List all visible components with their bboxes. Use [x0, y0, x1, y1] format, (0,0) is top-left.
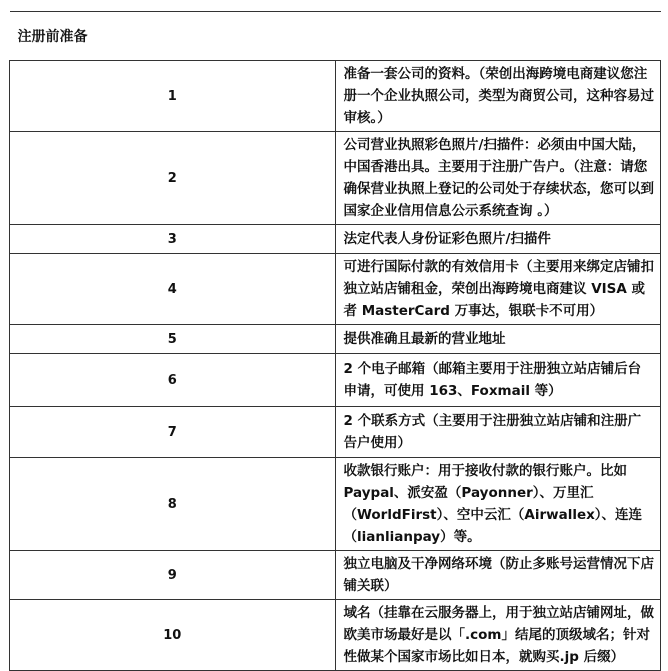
preparation-table [9, 11, 661, 671]
row-number: 10 [10, 600, 336, 671]
row-number: 5 [10, 325, 336, 354]
table-row [10, 600, 661, 671]
row-text: 收款银行账户：用于接收付款的银行账户。比如 Paypal、派安盈（Payonner）、万里汇（WorldFirst）、空中云汇（Airwallex）、连连（lianlianpay）等。 [335, 458, 661, 551]
table-title: 注册前准备 [10, 12, 661, 61]
row-text: 法定代表人身份证彩色照片/扫描件 [335, 225, 661, 254]
row-number: 6 [10, 354, 336, 407]
table-row [10, 354, 661, 407]
row-text: 提供准确且最新的营业地址 [335, 325, 661, 354]
row-number: 1 [10, 61, 336, 132]
table-row [10, 551, 661, 600]
row-number: 2 [10, 132, 336, 225]
row-text: 准备一套公司的资料。（荣创出海跨境电商建议您注册一个企业执照公司，类型为商贸公司，这种容易过审核。） [335, 61, 661, 132]
table-row [10, 325, 661, 354]
row-text: 域名（挂靠在云服务器上，用于独立站店铺网址，做欧美市场最好是以「.com」结尾的顶级域名；针对性做某个国家市场比如日本，就购买.jp 后缀） [335, 600, 661, 671]
table-row [10, 225, 661, 254]
row-text: 可进行国际付款的有效信用卡（主要用来绑定店铺扣独立站店铺租金，荣创出海跨境电商建议 VISA 或者 MasterCard 万事达，银联卡不可用） [335, 254, 661, 325]
row-number: 8 [10, 458, 336, 551]
row-text: 2 个联系方式（主要用于注册独立站店铺和注册广告户使用） [335, 407, 661, 458]
table-header-row [10, 12, 661, 61]
row-text: 公司营业执照彩色照片/扫描件：必须由中国大陆，中国香港出具。主要用于注册广告户。（注意：请您确保营业执照上登记的公司处于存续状态，您可以到国家企业信用信息公示系统查询 。） [335, 132, 661, 225]
table-row [10, 132, 661, 225]
row-text: 独立电脑及干净网络环境（防止多账号运营情况下店铺关联） [335, 551, 661, 600]
row-number: 4 [10, 254, 336, 325]
row-number: 7 [10, 407, 336, 458]
table-row [10, 61, 661, 132]
table-row [10, 458, 661, 551]
table-row [10, 254, 661, 325]
row-number: 3 [10, 225, 336, 254]
table-row [10, 407, 661, 458]
row-text: 2 个电子邮箱（邮箱主要用于注册独立站店铺后台申请，可使用 163、Foxmail 等） [335, 354, 661, 407]
row-number: 9 [10, 551, 336, 600]
